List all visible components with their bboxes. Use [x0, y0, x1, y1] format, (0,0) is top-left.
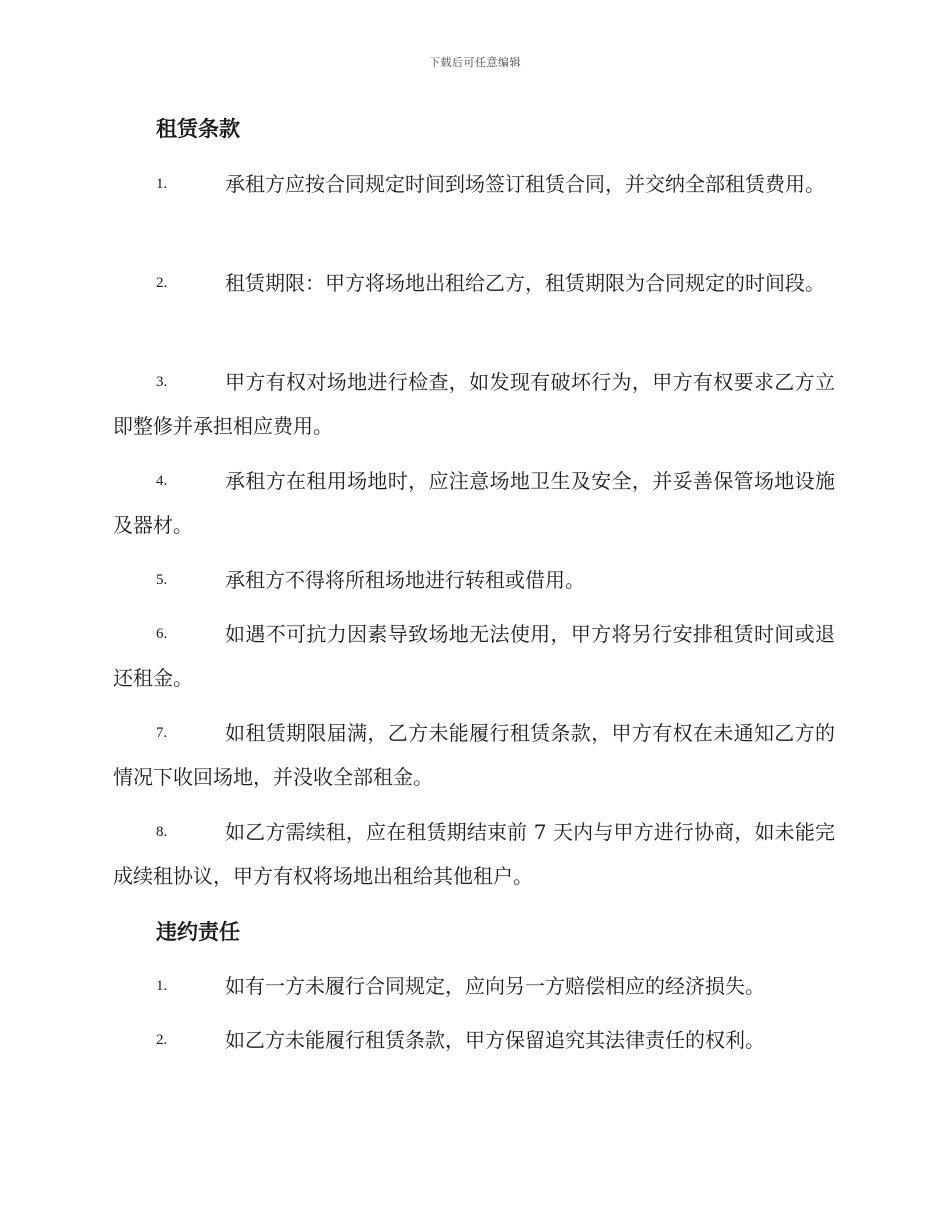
item-text: 承租方应按合同规定时间到场签订租赁合同，并交纳全部租赁费用。: [225, 172, 825, 196]
item-text: 承租方在租用场地时，应注意场地卫生及安全，并妥善保管场地设施及器材。: [113, 469, 835, 537]
item-number: 1.: [156, 978, 168, 994]
page-header: 下载后可任意编辑: [429, 56, 521, 69]
item-number: 2.: [156, 1032, 168, 1048]
item-text: 如有一方未履行合同规定，应向另一方赔偿相应的经济损失。: [225, 974, 765, 998]
item-number: 3.: [156, 374, 168, 390]
item-number: 5.: [156, 572, 168, 588]
item-number: 4.: [156, 473, 168, 489]
list-item: [113, 558, 835, 602]
item-text: 租赁期限：甲方将场地出租给乙方，租赁期限为合同规定的时间段。: [225, 271, 825, 295]
list-item: [113, 711, 835, 799]
item-number: 7.: [156, 725, 168, 741]
list-item: [113, 162, 835, 206]
item-number: 6.: [156, 626, 168, 642]
item-text: 如乙方未能履行租赁条款，甲方保留追究其法律责任的权利。: [225, 1028, 765, 1052]
item-text: 如租赁期限届满，乙方未能履行租赁条款，甲方有权在未通知乙方的情况下收回场地，并没收全部租金。: [113, 721, 835, 789]
list-item: [113, 612, 835, 700]
item-text: 如遇不可抗力因素导致场地无法使用，甲方将另行安排租赁时间或退还租金。: [113, 622, 835, 690]
section-heading: 违约责任: [156, 919, 240, 944]
item-number: 2.: [156, 275, 168, 291]
item-text: 承租方不得将所租场地进行转租或借用。: [225, 568, 585, 592]
item-number: 1.: [156, 176, 168, 192]
list-item: [113, 360, 835, 448]
list-item: [113, 459, 835, 547]
item-text: 如乙方需续租，应在租赁期结束前 7 天内与甲方进行协商，如未能完成续租协议，甲方有权将场地出租给其他租户。: [113, 820, 835, 888]
list-item: [113, 261, 835, 305]
list-item: [113, 964, 835, 1008]
list-item: [113, 810, 835, 898]
item-number: 8.: [156, 824, 168, 840]
list-item: [113, 1018, 835, 1062]
section-heading: 租赁条款: [156, 116, 240, 141]
item-text: 甲方有权对场地进行检查，如发现有破坏行为，甲方有权要求乙方立即整修并承担相应费用。: [113, 370, 835, 438]
